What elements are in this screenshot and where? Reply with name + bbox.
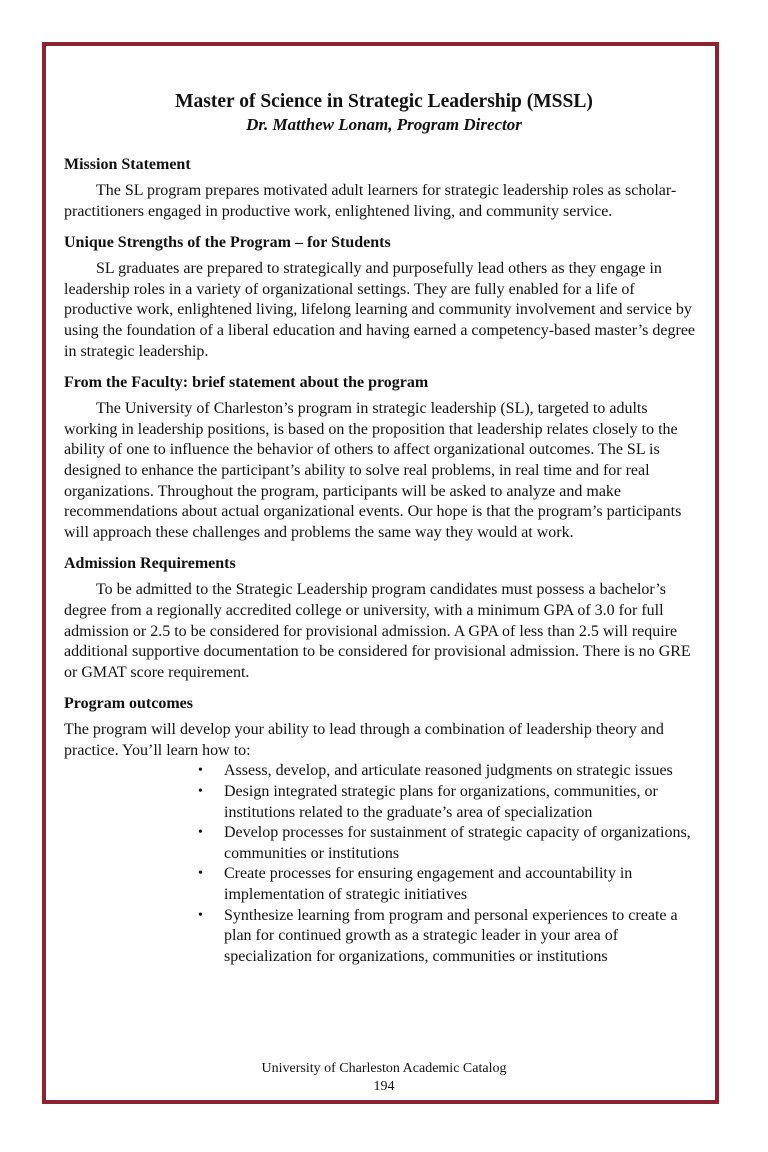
section-heading-outcomes: Program outcomes <box>64 695 193 713</box>
outcome-text: Assess, develop, and articulate reasoned judgments on strategic issues <box>224 762 673 780</box>
list-item <box>192 906 704 968</box>
list-item <box>192 761 704 782</box>
list-item <box>192 782 704 823</box>
section-body-mission: The SL program prepares motivated adult learners for strategic leadership roles as scholar-practitioners engaged in productive work, enlightened living, and community service. <box>64 182 677 220</box>
list-item <box>192 823 704 864</box>
section-heading-faculty: From the Faculty: brief statement about the program <box>64 374 429 392</box>
page-title: Master of Science in Strategic Leadership (MSSL) <box>175 91 593 112</box>
bullet-icon: • <box>198 784 203 800</box>
outcome-text: Develop processes for sustainment of strategic capacity of organizations, communities or institutions <box>224 824 691 862</box>
section-heading-admission: Admission Requirements <box>64 555 236 573</box>
bullet-icon: • <box>198 825 203 841</box>
section-heading-mission: Mission Statement <box>64 156 191 173</box>
program-director: Dr. Matthew Lonam, Program Director <box>246 115 522 134</box>
footer-page-number: 194 <box>373 1079 395 1094</box>
list-item <box>192 864 704 905</box>
outcome-text: Design integrated strategic plans for organizations, communities, or institutions related to the graduate’s area of specialization <box>224 783 658 821</box>
bullet-icon: • <box>198 907 203 923</box>
outcome-text: Create processes for ensuring engagement and accountability in implementation of strategic initiatives <box>224 865 633 904</box>
footer-catalog-name: University of Charleston Academic Catalog <box>261 1061 507 1076</box>
outcomes-list <box>64 761 704 967</box>
outcomes-intro: The program will develop your ability to lead through a combination of leadership theory and practice. You’ll learn how to: <box>64 721 664 759</box>
bullet-icon: • <box>198 866 203 882</box>
section-body-faculty: The University of Charleston’s program in strategic leadership (SL), targeted to adults working in leadership positions, is based on the proposition that leadership relates closely to the ability of one to influence the behavior of others to affect organizational outcomes. The SL is designed to enhance the participant’s ability to solve real problems, in real time and for real organizations. Throughout the program, participants will be asked to analyze and make recommendations about actual organizational events. Our hope is that the program’s participants will approach these challenges and problems the same way they would at work. <box>64 400 682 541</box>
outcome-text: Synthesize learning from program and personal experiences to create a plan for continued growth as a strategic leader in your area of specialization for organizations, communities or institutions <box>224 906 678 965</box>
document-body <box>64 90 704 967</box>
section-body-admission: To be admitted to the Strategic Leadership program candidates must possess a bachelor’s degree from a regionally accredited college or university, with a minimum GPA of 3.0 for full admission or 2.5 to be considered for provisional admission. A GPA of less than 2.5 will require additional supportive documentation to be considered for provisional admission. There is no GRE or GMAT score requirement. <box>64 581 691 681</box>
bullet-icon: • <box>198 763 203 779</box>
section-body-strengths: SL graduates are prepared to strategically and purposefully lead others as they engage in leadership roles in a variety of organizational settings. They are fully enabled for a life of productive work, enlightened living, lifelong learning and community involvement and service by using the foundation of a liberal education and having earned a competency-based master’s degree in strategic leadership. <box>64 260 696 360</box>
section-heading-strengths: Unique Strengths of the Program – for Students <box>64 234 391 252</box>
